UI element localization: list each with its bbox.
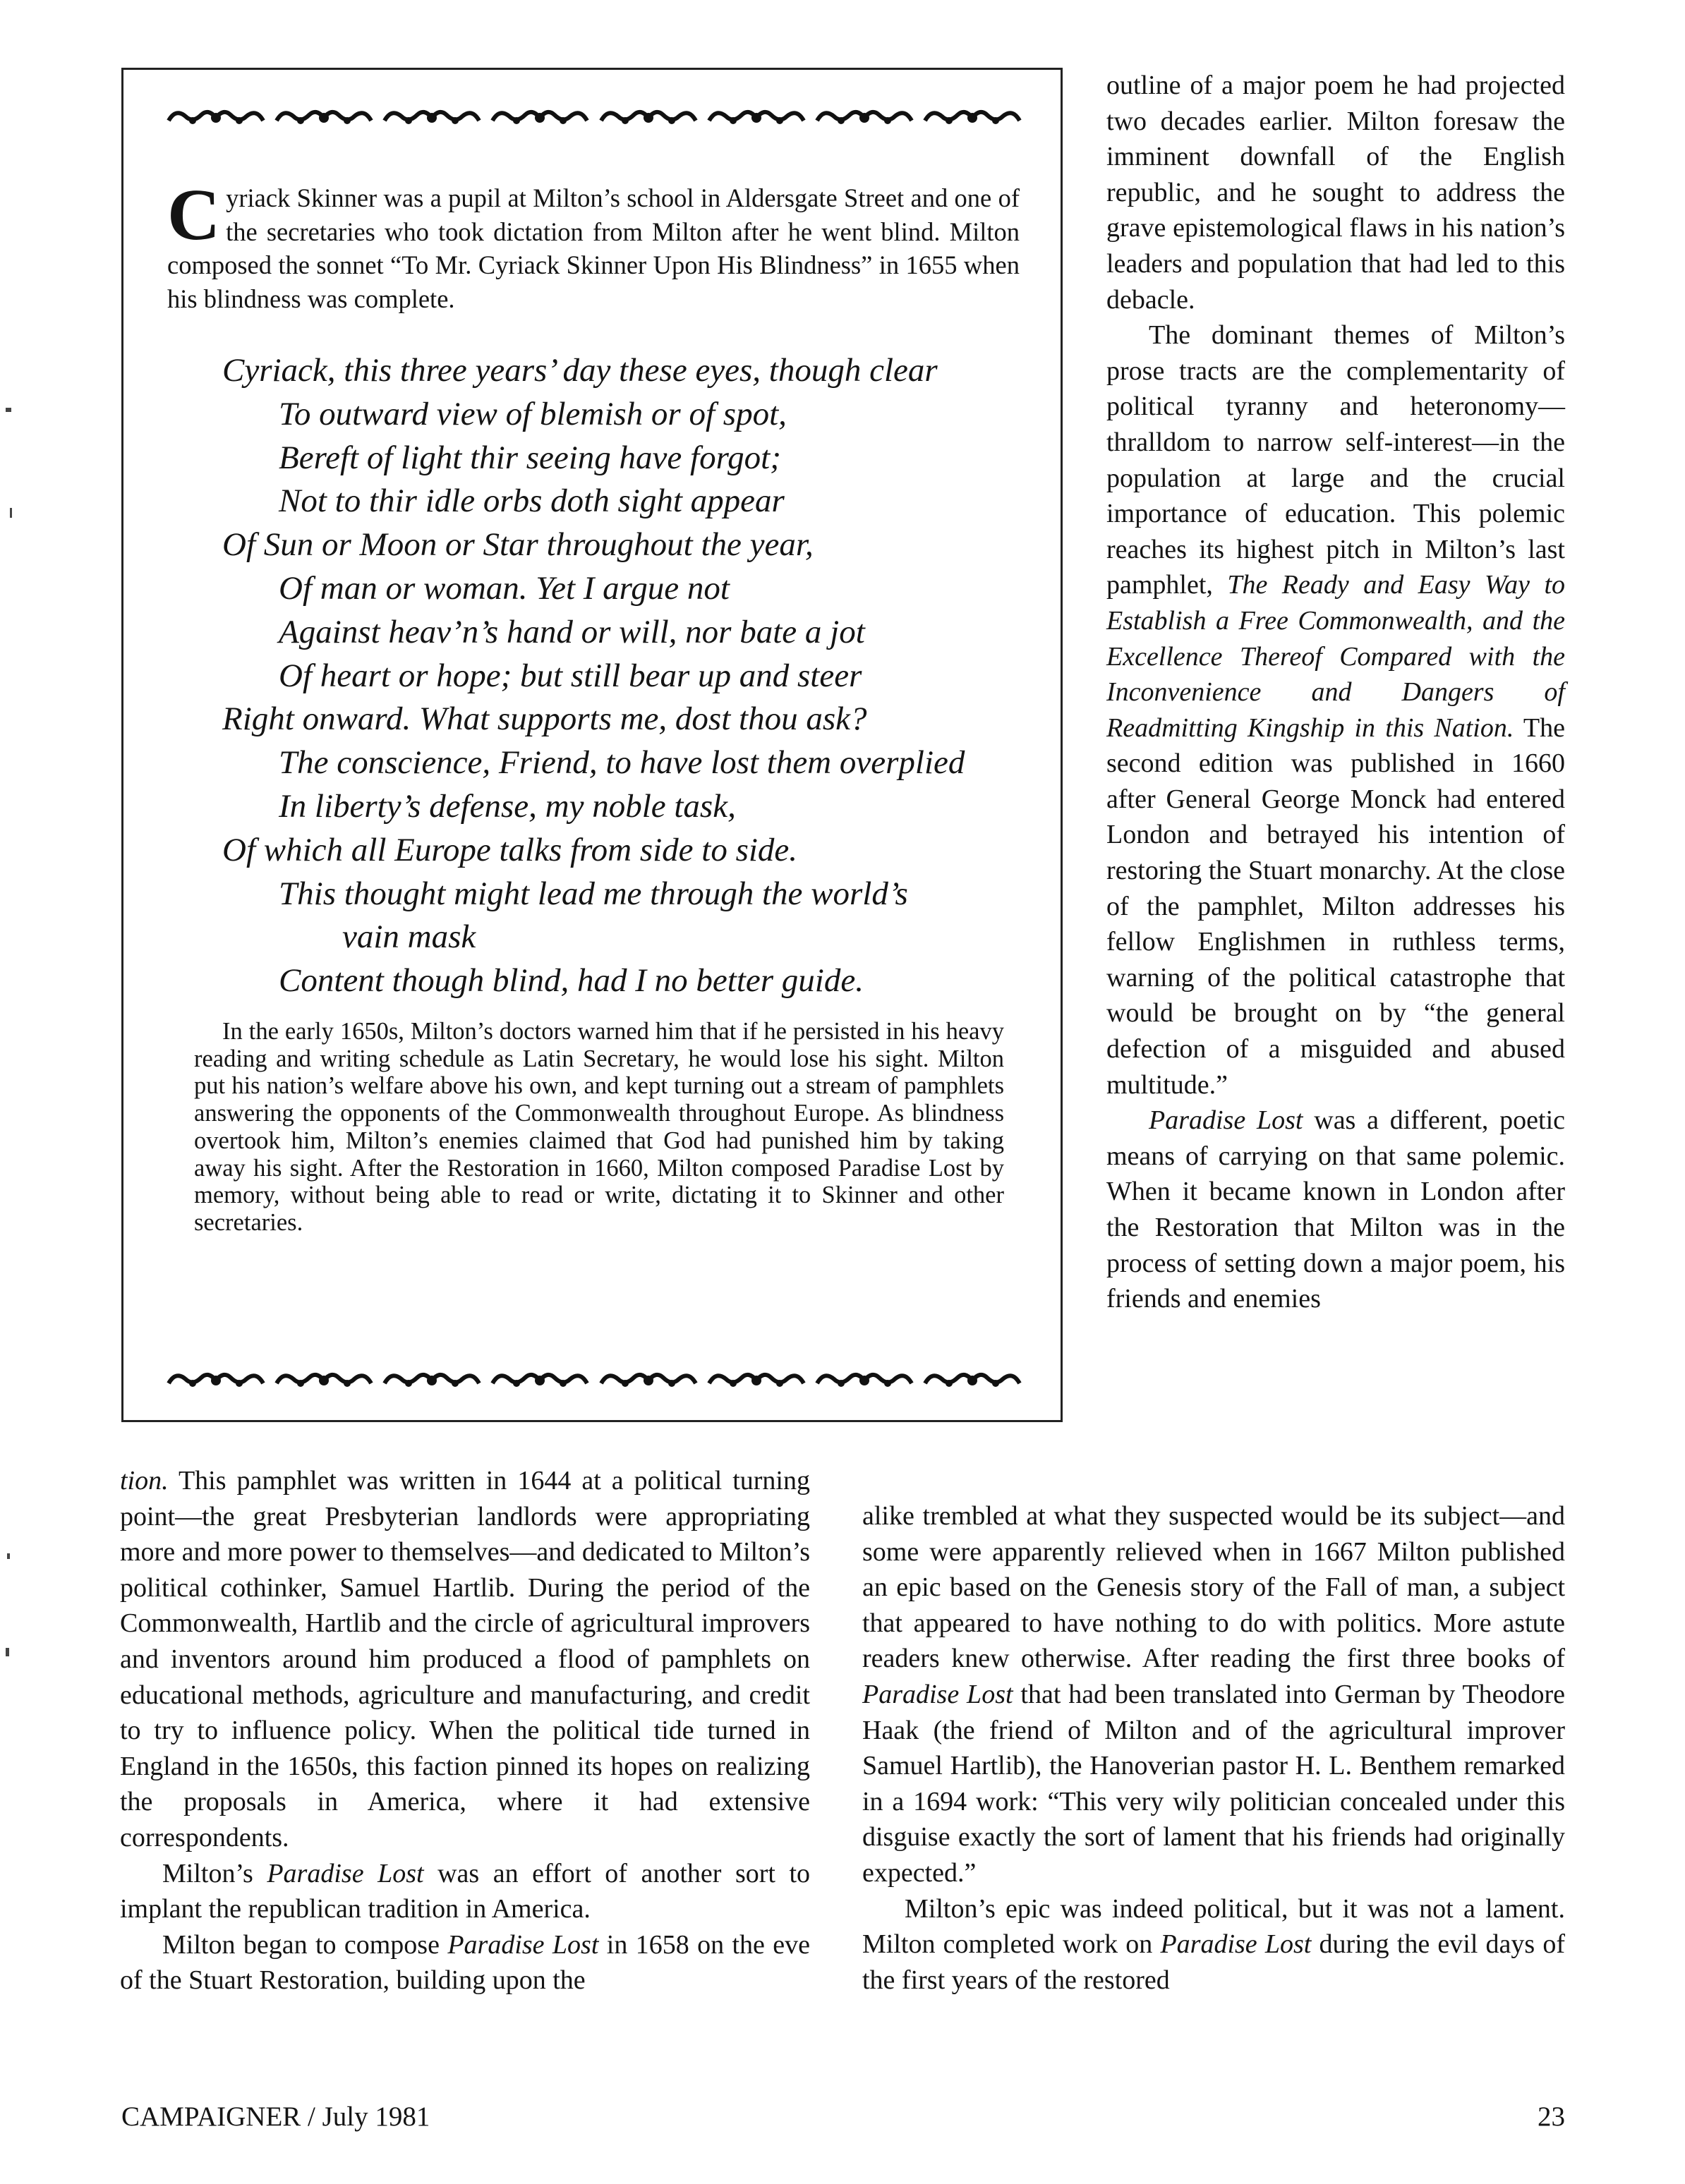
poem-line: Cyriack, this three years’ day these eyes, though clear bbox=[222, 352, 938, 389]
paragraph bbox=[862, 1498, 1565, 1891]
margin-mark bbox=[10, 508, 12, 518]
scroll-ornament-icon bbox=[922, 1365, 1022, 1396]
right-column-top bbox=[1106, 68, 1565, 1317]
publication-line: CAMPAIGNER / July 1981 bbox=[121, 2101, 430, 2132]
scroll-ornament-icon bbox=[382, 1365, 482, 1396]
sidebar-intro-text: yriack Skinner was a pupil at Milton’s school in Aldersgate Street and one of the secretaries who took dictation from Milton after he went blind. Milton composed the sonnet “To Mr. Cyriack Skinner Upon His Blindness” in 1655 when his blindness was complete. bbox=[167, 183, 1020, 313]
text-run: during the evil days of the first years of the restored bbox=[862, 1929, 1565, 1995]
paragraph: outline of a major poem he had projected two decades earlier. Milton foresaw the imminent downfall of the English republic, and he sought to address the grave epistemological flaws in his nation’s leaders and population that had led to this debacle. bbox=[1106, 71, 1565, 315]
text-run: tion. bbox=[120, 1466, 169, 1496]
text-run: The dominant themes of Milton’s prose tracts are the complementarity of political tyranny and heteronomy—thralldom to narrow self-interest—in the population at large and the crucial importance of education. This polemic reaches its highest pitch in Milton’s last pamphlet, bbox=[1106, 320, 1565, 600]
book-title: Paradise Lost bbox=[447, 1929, 599, 1960]
book-title: Paradise Lost bbox=[1149, 1105, 1303, 1136]
sidebar-outro-text: In the early 1650s, Milton’s doctors warned him that if he persisted in his heavy reading and writing schedule as Latin Secretary, he would lose his sight. Milton put his nation’s welfare above his own, and kept turning out a stream of pamphlets answering the opponents of the Commonwealth throughout Europe. As blindness overtook him, Milton’s enemies claimed that God had punished him by taking away his sight. After the Restoration in 1660, Milton composed Paradise Lost by memory, without being able to read or write, dictating it to Skinner and other secretaries. bbox=[194, 1018, 1004, 1236]
pamphlet-title: The Ready and Easy Way to Establish a Free Commonwealth, and the Excellence Thereof Compared with the Inconvenience and Dangers of Readmitting Kingship in this Nation. bbox=[1106, 570, 1565, 743]
poem-line: Content though blind, had I no better guide. bbox=[279, 962, 864, 1000]
poem-line: Bereft of light thir seeing have forgot; bbox=[279, 439, 781, 476]
poem-line: vain mask bbox=[342, 918, 476, 956]
poem-line: Of man or woman. Yet I argue not bbox=[279, 569, 730, 607]
text-run: was a different, poetic means of carrying on that same polemic. When it became known in London after the Restoration that Milton was in the process of setting down a major poem, his friends and enemies bbox=[1106, 1105, 1566, 1314]
margin-mark bbox=[7, 1553, 10, 1559]
scroll-ornament-icon bbox=[814, 102, 914, 133]
page-footer bbox=[121, 2101, 1565, 2133]
sidebar-outro bbox=[194, 1018, 1004, 1237]
text-run: was an effort of another sort to implant the republican tradition in America. bbox=[120, 1858, 811, 1924]
scroll-ornament-icon bbox=[814, 1365, 914, 1396]
poem-line: In liberty’s defense, my noble task, bbox=[279, 787, 736, 825]
text-run: in 1658 on the eve of the Stuart Restoration, building upon the bbox=[120, 1929, 810, 1996]
poem-line: Of which all Europe talks from side to side. bbox=[222, 831, 798, 868]
paragraph bbox=[120, 1463, 810, 1856]
sidebar-intro bbox=[167, 174, 1020, 315]
text-run: The second edition was published in 1660 after General George Monck had entered London and betrayed his intention of restoring the Stuart monarchy. At the close of the pamphlet, Milton addresses his fellow Englishmen in ruthless terms, warning of the political catastrophe that would be brought on by “the general defection of a misguided and abused multitude.” bbox=[1106, 712, 1565, 1100]
paragraph bbox=[1106, 1103, 1565, 1317]
paragraph bbox=[120, 1927, 810, 1998]
text-run: Milton’s epic was indeed political, but it was not a lament. Milton completed work on bbox=[862, 1893, 1565, 1960]
drop-cap: C bbox=[167, 174, 221, 255]
ornament-row-bottom bbox=[166, 1365, 1022, 1396]
book-title: Paradise Lost bbox=[862, 1679, 1013, 1709]
ornament-row-top bbox=[166, 102, 1022, 133]
book-title: Paradise Lost bbox=[1160, 1929, 1312, 1960]
margin-mark bbox=[6, 1648, 9, 1656]
book-title: Paradise Lost bbox=[267, 1858, 424, 1888]
text-run: alike trembled at what they suspected would be its subject—and some were apparently relieved when in 1667 Milton published an epic based on the Genesis story of the Fall of man, a subject that appeared to have nothing to do with politics. More astute readers knew otherwise. After reading the first three books of bbox=[862, 1501, 1565, 1674]
sonnet bbox=[222, 349, 998, 1003]
text-run: Milton’s bbox=[162, 1858, 253, 1888]
scroll-ornament-icon bbox=[382, 102, 482, 133]
paragraph bbox=[1106, 317, 1565, 1103]
poem-line: Right onward. What supports me, dost thou ask? bbox=[222, 700, 867, 738]
text-run: Milton began to compose bbox=[162, 1929, 440, 1960]
poem-line: The conscience, Friend, to have lost them overplied bbox=[279, 744, 965, 782]
margin-mark bbox=[6, 408, 11, 412]
poem-line: Of Sun or Moon or Star throughout the year, bbox=[222, 526, 814, 564]
scroll-ornament-icon bbox=[490, 1365, 590, 1396]
scroll-ornament-icon bbox=[274, 102, 374, 133]
poem-line: Of heart or hope; but still bear up and steer bbox=[279, 657, 862, 694]
scroll-ornament-icon bbox=[274, 1365, 374, 1396]
page-number: 23 bbox=[1538, 2101, 1565, 2132]
scroll-ornament-icon bbox=[598, 102, 699, 133]
scroll-ornament-icon bbox=[706, 1365, 807, 1396]
scroll-ornament-icon bbox=[166, 1365, 266, 1396]
poem-line: This thought might lead me through the world’s bbox=[279, 875, 908, 912]
scroll-ornament-icon bbox=[922, 102, 1022, 133]
paragraph bbox=[120, 1856, 810, 1927]
scroll-ornament-icon bbox=[490, 102, 590, 133]
left-column-bottom bbox=[120, 1463, 810, 1998]
poem-line: To outward view of blemish or of spot, bbox=[279, 395, 787, 432]
scroll-ornament-icon bbox=[598, 1365, 699, 1396]
scroll-ornament-icon bbox=[166, 102, 266, 133]
text-run: that had been translated into German by Theodore Haak (the friend of Milton and of the agricultural improver Samuel Hartlib), the Hanoverian pastor H. L. Benthem remarked in a 1694 work: “This very wily politician concealed under this disguise exactly the sort of lament that his friends had originally expected.” bbox=[862, 1679, 1565, 1888]
right-column-bottom bbox=[862, 1498, 1565, 1998]
text-run: This pamphlet was written in 1644 at a political turning point—the great Presbyterian landlords were appropriating more and more power to themselves—and dedicated to Milton’s political cothinker, Samuel Hartlib. During the period of the Commonwealth, Hartlib and the circle of agricultural improvers and inventors around him produced a flood of pamphlets on educational methods, agriculture and manufacturing, and credit to try to influence policy. When the political tide turned in England in the 1650s, this faction pinned its hopes on realizing the proposals in America, where it had extensive correspondents. bbox=[120, 1466, 810, 1852]
poem-line: Against heav’n’s hand or will, nor bate a jot bbox=[279, 613, 865, 650]
sidebar-box bbox=[121, 68, 1063, 1422]
scroll-ornament-icon bbox=[706, 102, 807, 133]
poem-line: Not to thir idle orbs doth sight appear bbox=[279, 483, 785, 520]
paragraph bbox=[862, 1891, 1565, 1998]
